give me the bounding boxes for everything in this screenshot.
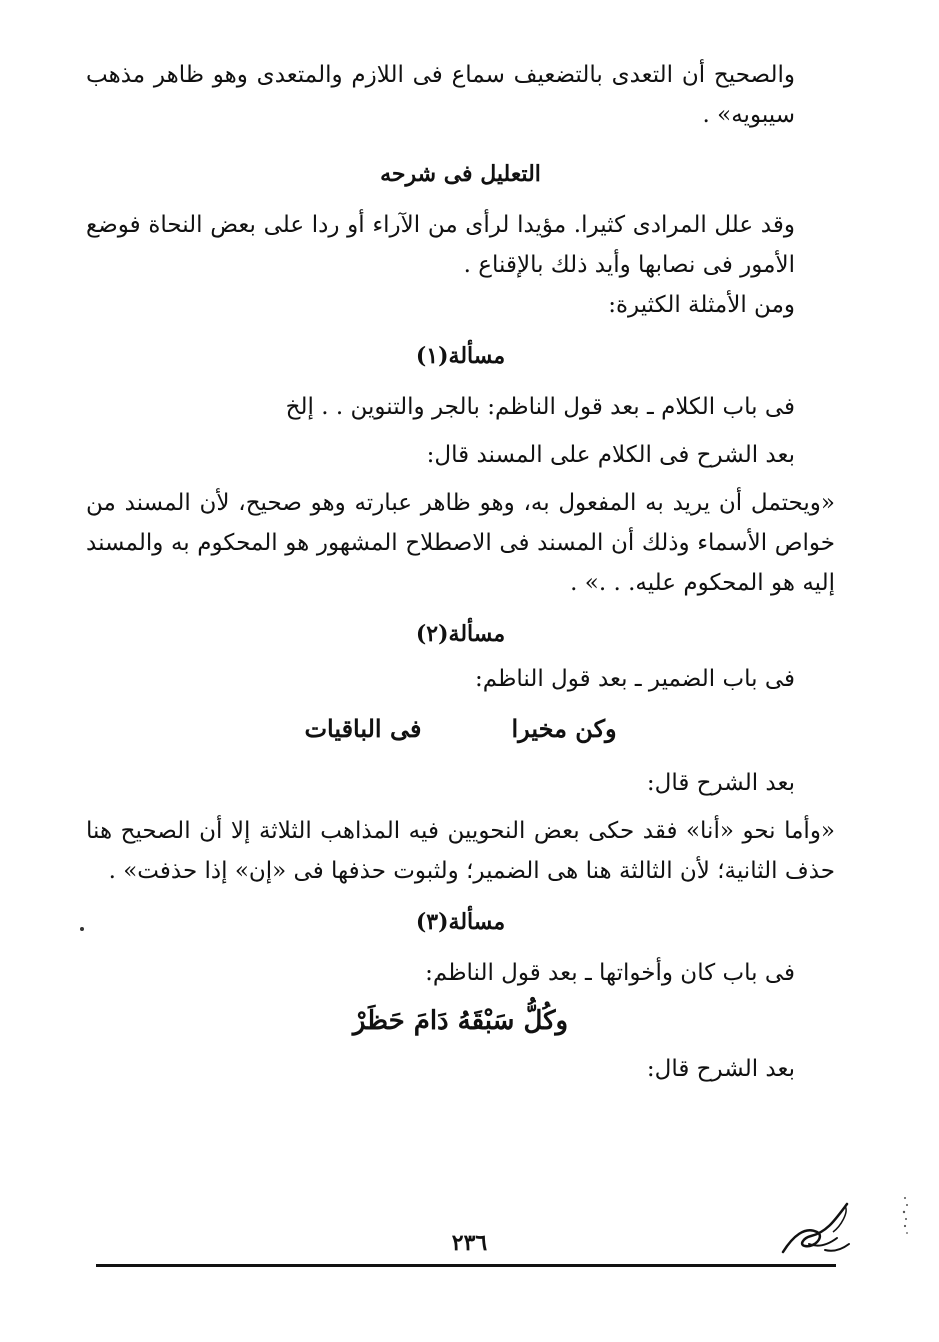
masala-3-context: فى باب كان وأخواتها ـ بعد قول الناظم: — [425, 960, 795, 986]
masala-1-after: بعد الشرح فى الكلام على المسند قال: — [426, 442, 795, 468]
masala-2-verse — [86, 709, 835, 749]
masala-1-context: فى باب الكلام ـ بعد قول الناظم: بالجر والتنوين . . إلخ — [285, 394, 795, 420]
examples-intro: ومن الأمثلة الكثيرة: — [608, 292, 795, 318]
masala-3-verse: وكُلُّ سَبْقَهُ دَامَ حَظَرْ — [352, 1006, 569, 1036]
masala-2-after: بعد الشرح قال: — [646, 770, 795, 796]
section-title: التعليل فى شرحه — [380, 161, 541, 187]
masala-3-after: بعد الشرح قال: — [646, 1056, 795, 1082]
masala-3-title: مسألة(٣) — [415, 909, 506, 935]
verse-first-hemistich: وكن مخيرا — [511, 714, 617, 743]
masala-2-quote: «وأما نحو «أنا» فقد حكى بعض النحويين فيه المذاهب الثلاثة إلا أن الصحيح هنا حذف الثانية؛ لأن الثالثة هنا هى الضمير؛ ولثبوت حذفها فى «إن» إذا حذفت» . — [86, 818, 835, 884]
footer-rule — [96, 1264, 836, 1267]
masala-2-title: مسألة(٢) — [415, 621, 506, 647]
masala-1-title: مسألة(١) — [415, 343, 506, 369]
masala-1-quote: «ويحتمل أن يريد به المفعول به، وهو ظاهر عبارته وهو صحيح، لأن المسند من خواص الأسماء وذلك أن المسند فى الاصطلاح المشهور هو المحكوم به والمسند إليه هو المحكوم عليه. . .» . — [86, 490, 835, 596]
intro-paragraph: والصحيح أن التعدى بالتضعيف سماع فى اللازم والمتعدى وهو ظاهر مذهب سيبويه» . — [86, 62, 795, 128]
reasoning-paragraph: وقد علل المرادى كثيرا. مؤيدا لرأى من الآراء أو ردا على بعض النحاة فوضع الأمور فى نصابها وأيد ذلك بالإقناع . — [86, 212, 795, 278]
page-content — [86, 55, 835, 1089]
verse-second-hemistich: فى الباقيات — [304, 714, 422, 743]
page-number: ٢٣٦ — [451, 1230, 488, 1256]
masala-2-context: فى باب الضمير ـ بعد قول الناظم: — [475, 666, 795, 692]
handwritten-signature — [775, 1196, 855, 1266]
scan-dot — [78, 925, 86, 933]
scan-speckles — [895, 1195, 915, 1240]
